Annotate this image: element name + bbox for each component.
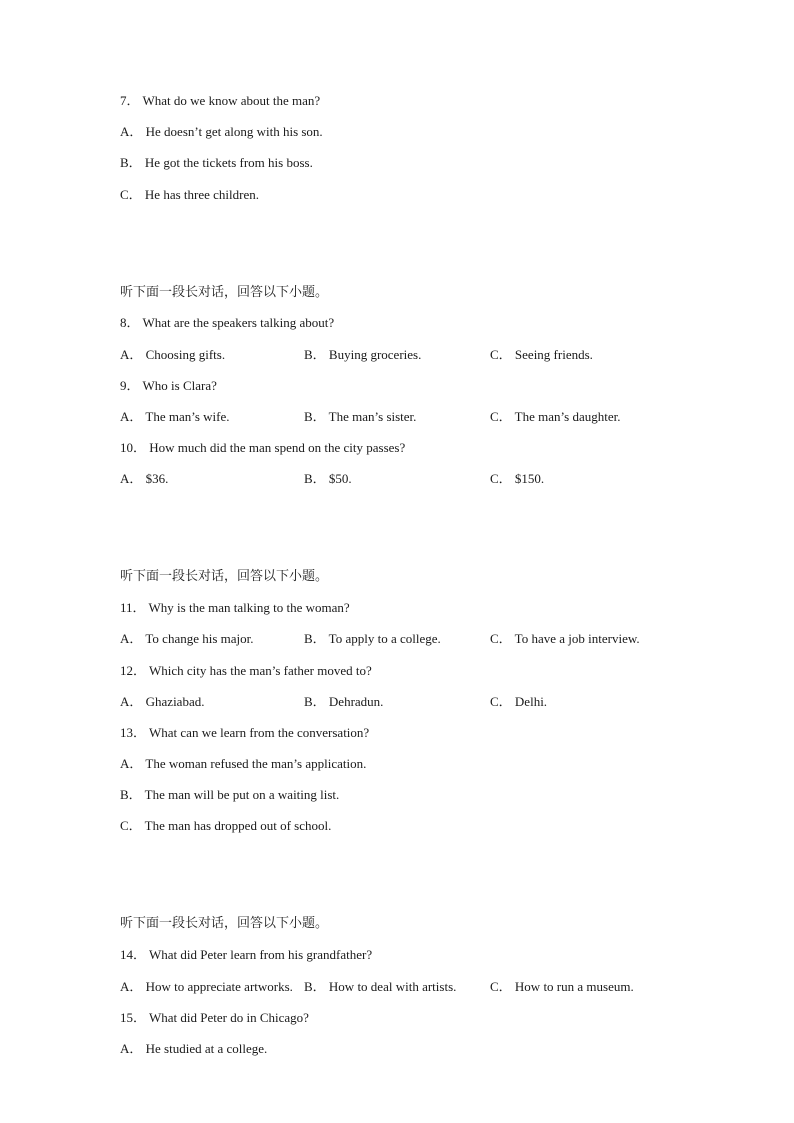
option-13b: B． The man will be put on a waiting list. xyxy=(120,787,340,802)
option-10a: A． $36. xyxy=(120,471,169,486)
option-10b: B． $50. xyxy=(304,471,352,486)
question-12: 12． Which city has the man’s father moved to? xyxy=(120,663,372,678)
option-13a: A． The woman refused the man’s application. xyxy=(120,756,367,771)
option-12a: A． Ghaziabad. xyxy=(120,694,205,709)
section-4-intro: 听下面一段长对话，回答以下小题。 xyxy=(120,916,329,931)
option-10c: C． $150. xyxy=(490,471,545,486)
question-9: 9． Who is Clara? xyxy=(120,378,217,393)
question-13: 13． What can we learn from the conversation? xyxy=(120,725,370,740)
option-11c: C． To have a job interview. xyxy=(490,631,640,646)
option-13c: C． The man has dropped out of school. xyxy=(120,818,332,833)
option-8c: C． Seeing friends. xyxy=(490,347,593,362)
option-14a: A． How to appreciate artworks. xyxy=(120,979,293,994)
option-15a: A． He studied at a college. xyxy=(120,1041,268,1056)
section-2-intro: 听下面一段长对话，回答以下小题。 xyxy=(120,285,329,300)
option-9b: B． The man’s sister. xyxy=(304,409,417,424)
option-8a: A． Choosing gifts. xyxy=(120,347,226,362)
option-7a: A． He doesn’t get along with his son. xyxy=(120,124,323,139)
option-7b: B． He got the tickets from his boss. xyxy=(120,155,313,170)
option-12c: C． Delhi. xyxy=(490,694,548,709)
option-9c: C． The man’s daughter. xyxy=(490,409,621,424)
question-11: 11． Why is the man talking to the woman? xyxy=(120,600,350,615)
section-3-intro: 听下面一段长对话，回答以下小题。 xyxy=(120,569,329,584)
question-7: 7． What do we know about the man? xyxy=(120,93,321,108)
option-9a: A． The man’s wife. xyxy=(120,409,230,424)
option-14b: B． How to deal with artists. xyxy=(304,979,457,994)
question-15: 15． What did Peter do in Chicago? xyxy=(120,1010,309,1025)
option-14c: C． How to run a museum. xyxy=(490,979,634,994)
option-7c: C． He has three children. xyxy=(120,187,259,202)
question-10: 10． How much did the man spend on the city passes? xyxy=(120,440,406,455)
option-11a: A． To change his major. xyxy=(120,631,254,646)
option-12b: B． Dehradun. xyxy=(304,694,384,709)
option-11b: B． To apply to a college. xyxy=(304,631,441,646)
question-8: 8． What are the speakers talking about? xyxy=(120,315,335,330)
option-8b: B． Buying groceries. xyxy=(304,347,422,362)
question-14: 14． What did Peter learn from his grandfather? xyxy=(120,947,373,962)
